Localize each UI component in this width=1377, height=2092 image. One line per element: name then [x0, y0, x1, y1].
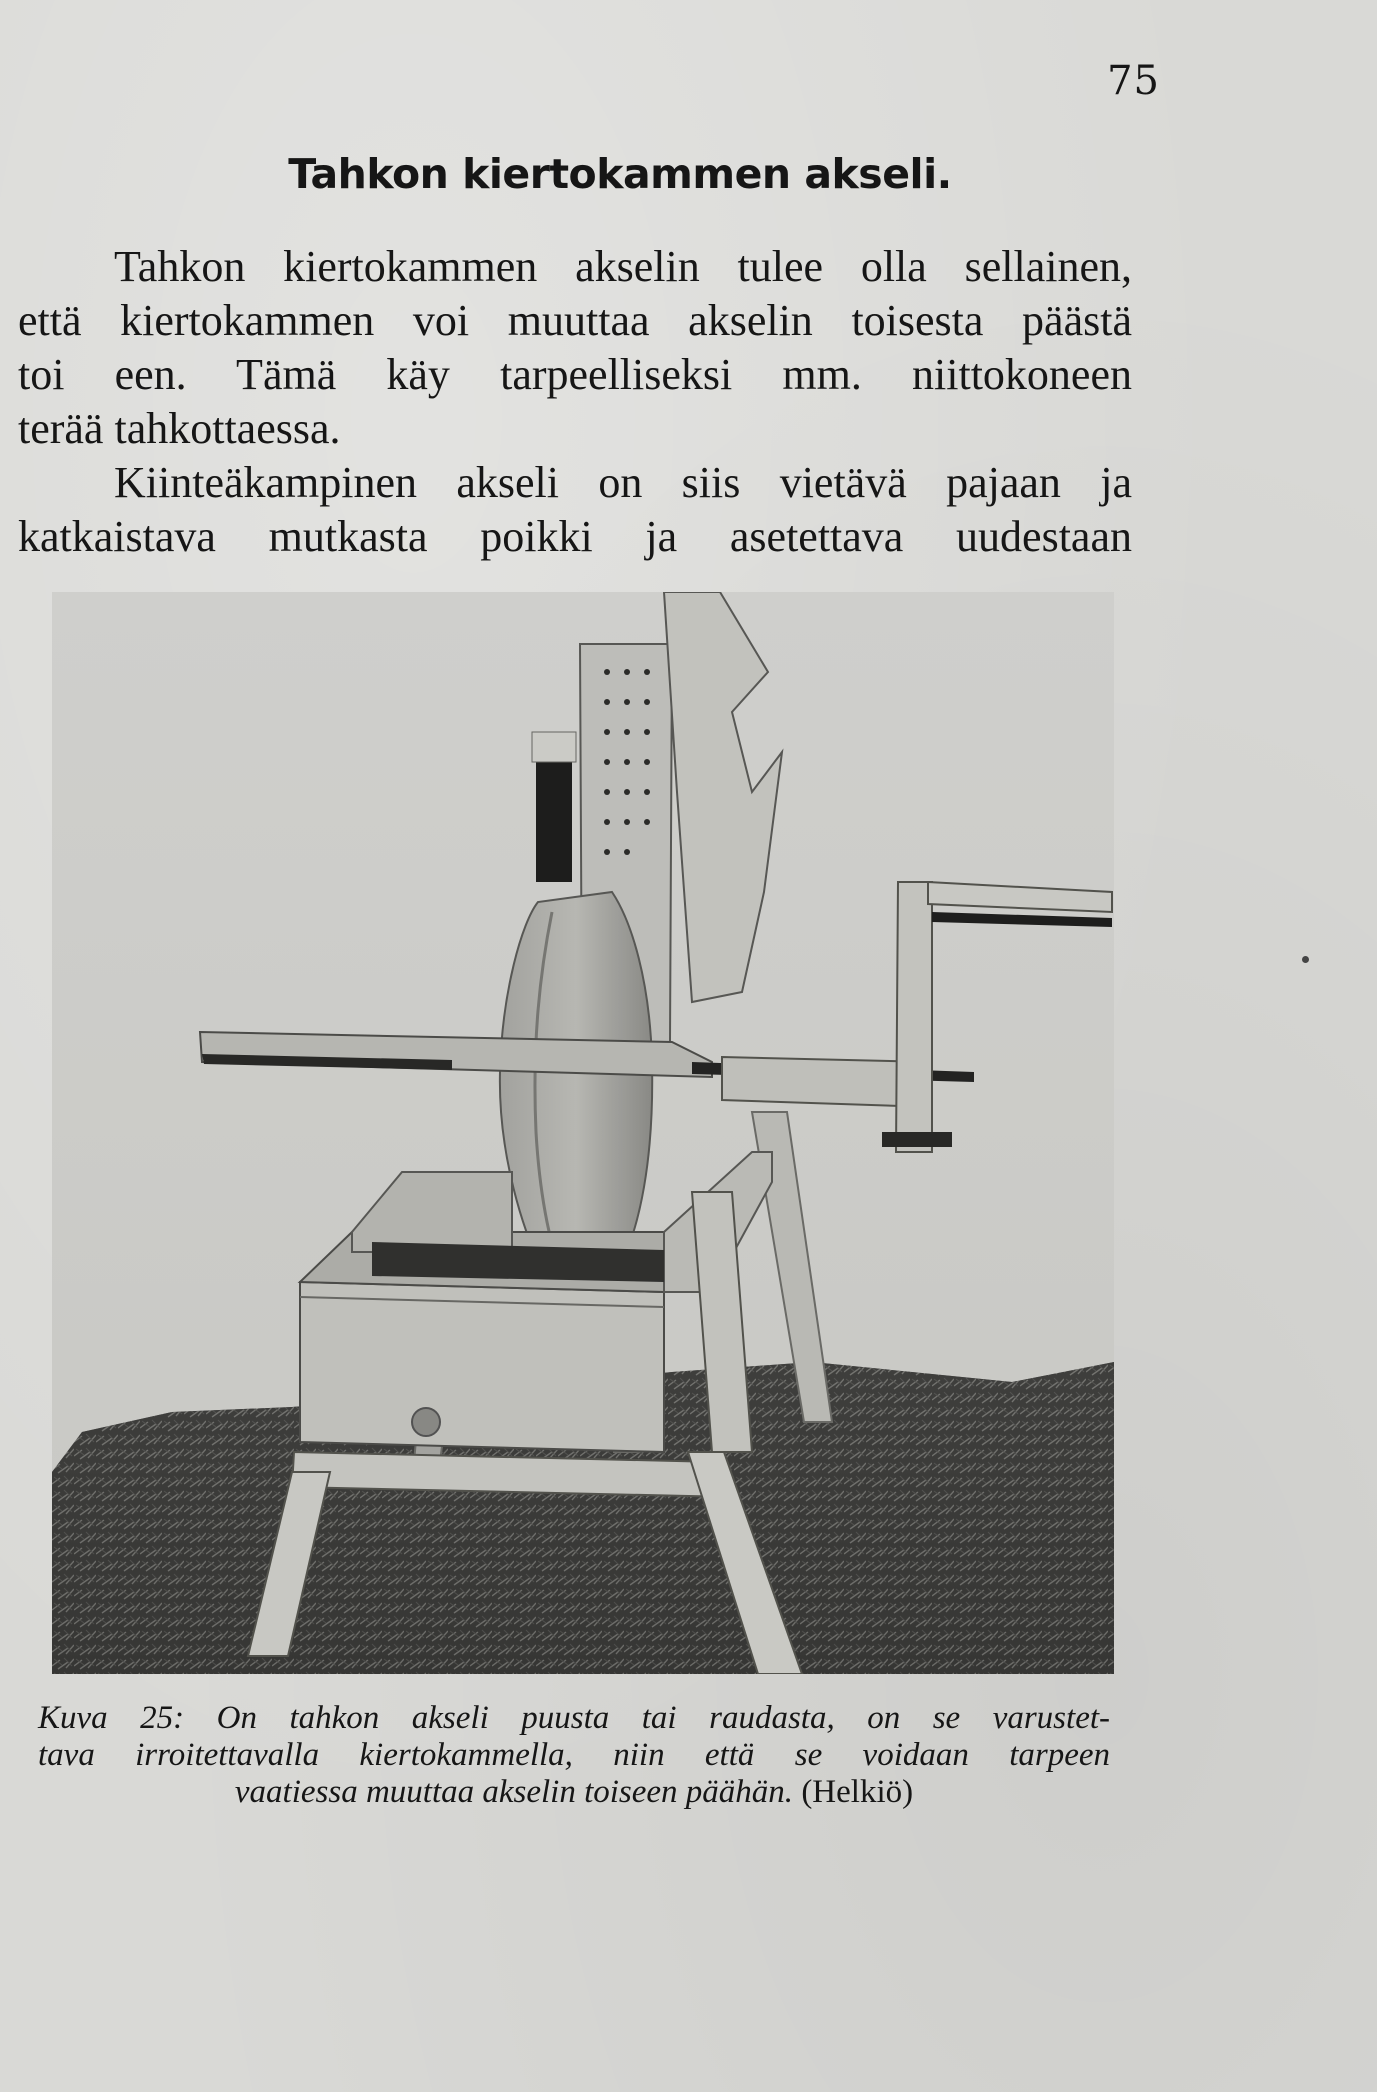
figure-caption: [38, 1700, 1110, 1811]
paragraph-2: [18, 456, 1132, 564]
page-number: 75: [1107, 58, 1160, 104]
paragraph-line: että kiertokammen voi muuttaa akselin toisesta päästä: [18, 296, 1132, 345]
photo-credit: (Helkiö): [801, 1774, 914, 1810]
paragraph-line: terää tahkottaessa.: [18, 404, 341, 453]
paragraph-1: [18, 240, 1132, 456]
paragraph-line: Tahkon kiertokammen akselin tulee olla sellainen,: [114, 242, 1132, 291]
body-text: [18, 240, 1132, 564]
paragraph-line: katkaistava mutkasta poikki ja asetettava uudestaan: [18, 512, 1132, 561]
caption-line: vaatiessa muuttaa akselin toiseen päähän.: [234, 1774, 794, 1810]
figure-photo: [52, 592, 1114, 1674]
grindstone-photo-illustration: [52, 592, 1114, 1674]
section-heading: Tahkon kiertokammen akseli.: [288, 150, 952, 198]
caption-line: Kuva 25: On tahkon akseli puusta tai raudasta, on se varustet-: [38, 1700, 1110, 1736]
caption-line-last: [38, 1774, 1110, 1811]
caption-line: tava irroitettavalla kiertokammella, niin että se voidaan tarpeen: [38, 1737, 1110, 1773]
paragraph-line: Kiinteäkampinen akseli on siis vietävä pajaan ja: [114, 458, 1132, 507]
paragraph-line: toi een. Tämä käy tarpeelliseksi mm. niittokoneen: [18, 350, 1132, 399]
print-speck: [1302, 956, 1309, 963]
